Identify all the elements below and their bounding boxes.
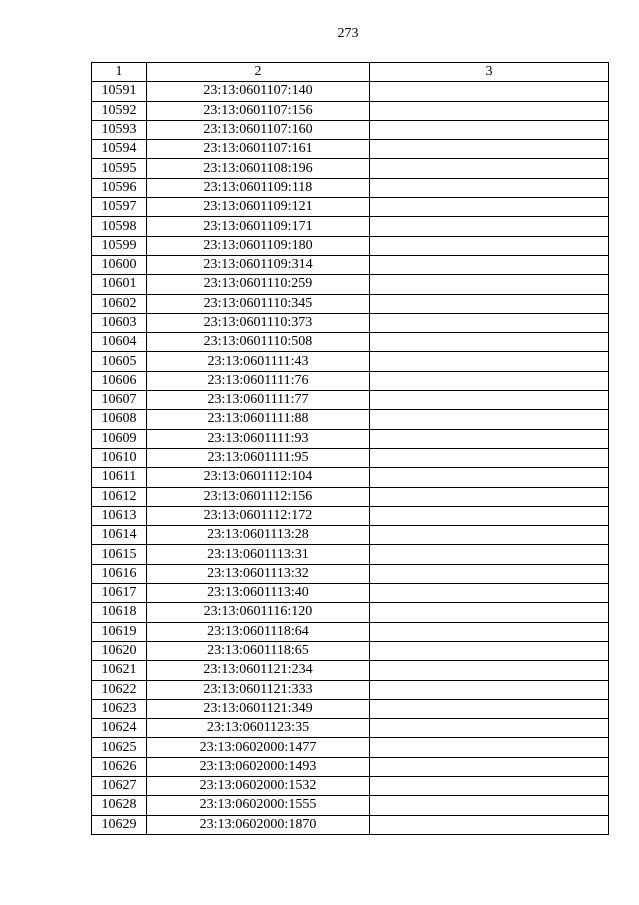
registry-table [91,62,609,835]
table-body [92,82,609,835]
cadastral-number-cell: 23:13:0601113:32 [147,564,370,583]
row-number-cell: 10603 [92,313,147,332]
table-row [92,468,609,487]
table-row [92,738,609,757]
note-cell [370,120,609,139]
row-number-cell: 10613 [92,506,147,525]
cadastral-number-cell: 23:13:0601109:180 [147,236,370,255]
table-row [92,410,609,429]
table-row [92,796,609,815]
row-number-cell: 10623 [92,699,147,718]
cadastral-number-cell: 23:13:0601113:31 [147,545,370,564]
row-number-cell: 10597 [92,198,147,217]
row-number-cell: 10601 [92,275,147,294]
note-cell [370,796,609,815]
cadastral-number-cell: 23:13:0602000:1477 [147,738,370,757]
table-row [92,217,609,236]
table-row [92,140,609,159]
note-cell [370,699,609,718]
note-cell [370,236,609,255]
row-number-cell: 10596 [92,178,147,197]
cadastral-number-cell: 23:13:0601111:88 [147,410,370,429]
table-row [92,487,609,506]
row-number-cell: 10606 [92,371,147,390]
note-cell [370,217,609,236]
header-row [92,63,609,82]
table-row [92,101,609,120]
row-number-cell: 10594 [92,140,147,159]
note-cell [370,275,609,294]
table-row [92,506,609,525]
note-cell [370,101,609,120]
note-cell [370,506,609,525]
cadastral-number-cell: 23:13:0602000:1555 [147,796,370,815]
cadastral-number-cell: 23:13:0602000:1532 [147,776,370,795]
row-number-cell: 10602 [92,294,147,313]
cadastral-number-cell: 23:13:0601111:93 [147,429,370,448]
row-number-cell: 10621 [92,661,147,680]
row-number-cell: 10599 [92,236,147,255]
table-row [92,680,609,699]
table-row [92,159,609,178]
note-cell [370,584,609,603]
table-row [92,584,609,603]
cadastral-number-cell: 23:13:0601118:64 [147,622,370,641]
row-number-cell: 10619 [92,622,147,641]
note-cell [370,391,609,410]
note-cell [370,545,609,564]
table-row [92,120,609,139]
cadastral-number-cell: 23:13:0601110:345 [147,294,370,313]
cadastral-number-cell: 23:13:0601107:156 [147,101,370,120]
table-row [92,757,609,776]
cadastral-number-cell: 23:13:0601111:77 [147,391,370,410]
table-row [92,661,609,680]
note-cell [370,410,609,429]
cadastral-number-cell: 23:13:0601113:28 [147,526,370,545]
cadastral-number-cell: 23:13:0601109:118 [147,178,370,197]
row-number-cell: 10595 [92,159,147,178]
row-number-cell: 10614 [92,526,147,545]
cadastral-number-cell: 23:13:0601110:508 [147,333,370,352]
note-cell [370,255,609,274]
row-number-cell: 10609 [92,429,147,448]
cadastral-number-cell: 23:13:0601111:95 [147,448,370,467]
note-cell [370,313,609,332]
note-cell [370,198,609,217]
row-number-cell: 10617 [92,584,147,603]
note-cell [370,468,609,487]
table-row [92,236,609,255]
note-cell [370,815,609,834]
table-row [92,313,609,332]
table-row [92,333,609,352]
note-cell [370,82,609,101]
table-row [92,776,609,795]
table-row [92,448,609,467]
cadastral-number-cell: 23:13:0601110:373 [147,313,370,332]
cadastral-number-cell: 23:13:0601112:172 [147,506,370,525]
row-number-cell: 10610 [92,448,147,467]
row-number-cell: 10618 [92,603,147,622]
table-row [92,622,609,641]
row-number-cell: 10592 [92,101,147,120]
table-row [92,603,609,622]
row-number-cell: 10624 [92,719,147,738]
table-row [92,82,609,101]
table-row [92,641,609,660]
row-number-cell: 10604 [92,333,147,352]
table-row [92,294,609,313]
note-cell [370,719,609,738]
note-cell [370,757,609,776]
row-number-cell: 10608 [92,410,147,429]
cadastral-number-cell: 23:13:0601118:65 [147,641,370,660]
cadastral-number-cell: 23:13:0601111:43 [147,352,370,371]
note-cell [370,776,609,795]
note-cell [370,564,609,583]
row-number-cell: 10628 [92,796,147,815]
cadastral-number-cell: 23:13:0601107:140 [147,82,370,101]
table-row [92,526,609,545]
table-row [92,719,609,738]
note-cell [370,448,609,467]
note-cell [370,371,609,390]
cadastral-number-cell: 23:13:0601110:259 [147,275,370,294]
cadastral-number-cell: 23:13:0601109:121 [147,198,370,217]
table-row [92,391,609,410]
row-number-cell: 10625 [92,738,147,757]
table-row [92,352,609,371]
column-header-3: 3 [370,63,609,82]
row-number-cell: 10616 [92,564,147,583]
row-number-cell: 10593 [92,120,147,139]
note-cell [370,661,609,680]
table-row [92,371,609,390]
row-number-cell: 10611 [92,468,147,487]
row-number-cell: 10629 [92,815,147,834]
note-cell [370,641,609,660]
table-row [92,275,609,294]
row-number-cell: 10607 [92,391,147,410]
table-row [92,255,609,274]
row-number-cell: 10620 [92,641,147,660]
cadastral-number-cell: 23:13:0601108:196 [147,159,370,178]
note-cell [370,622,609,641]
note-cell [370,333,609,352]
column-header-1: 1 [92,63,147,82]
note-cell [370,294,609,313]
row-number-cell: 10598 [92,217,147,236]
row-number-cell: 10591 [92,82,147,101]
row-number-cell: 10626 [92,757,147,776]
row-number-cell: 10622 [92,680,147,699]
page-number: 273 [337,26,359,41]
cadastral-number-cell: 23:13:0601107:161 [147,140,370,159]
table-row [92,198,609,217]
cadastral-number-cell: 23:13:0601109:171 [147,217,370,236]
row-number-cell: 10600 [92,255,147,274]
cadastral-number-cell: 23:13:0601121:333 [147,680,370,699]
row-number-cell: 10615 [92,545,147,564]
cadastral-number-cell: 23:13:0601121:349 [147,699,370,718]
note-cell [370,603,609,622]
table-row [92,699,609,718]
row-number-cell: 10612 [92,487,147,506]
note-cell [370,352,609,371]
column-header-2: 2 [147,63,370,82]
table-row [92,429,609,448]
table-header [92,63,609,82]
cadastral-number-cell: 23:13:0602000:1870 [147,815,370,834]
note-cell [370,680,609,699]
cadastral-number-cell: 23:13:0601109:314 [147,255,370,274]
cadastral-number-cell: 23:13:0602000:1493 [147,757,370,776]
cadastral-number-cell: 23:13:0601111:76 [147,371,370,390]
cadastral-number-cell: 23:13:0601112:156 [147,487,370,506]
table-row [92,564,609,583]
cadastral-number-cell: 23:13:0601107:160 [147,120,370,139]
note-cell [370,487,609,506]
note-cell [370,526,609,545]
cadastral-number-cell: 23:13:0601121:234 [147,661,370,680]
row-number-cell: 10605 [92,352,147,371]
cadastral-number-cell: 23:13:0601116:120 [147,603,370,622]
cadastral-number-cell: 23:13:0601113:40 [147,584,370,603]
note-cell [370,140,609,159]
note-cell [370,429,609,448]
note-cell [370,738,609,757]
note-cell [370,159,609,178]
row-number-cell: 10627 [92,776,147,795]
table-row [92,178,609,197]
cadastral-number-cell: 23:13:0601123:35 [147,719,370,738]
table-row [92,545,609,564]
cadastral-number-cell: 23:13:0601112:104 [147,468,370,487]
note-cell [370,178,609,197]
table-row [92,815,609,834]
